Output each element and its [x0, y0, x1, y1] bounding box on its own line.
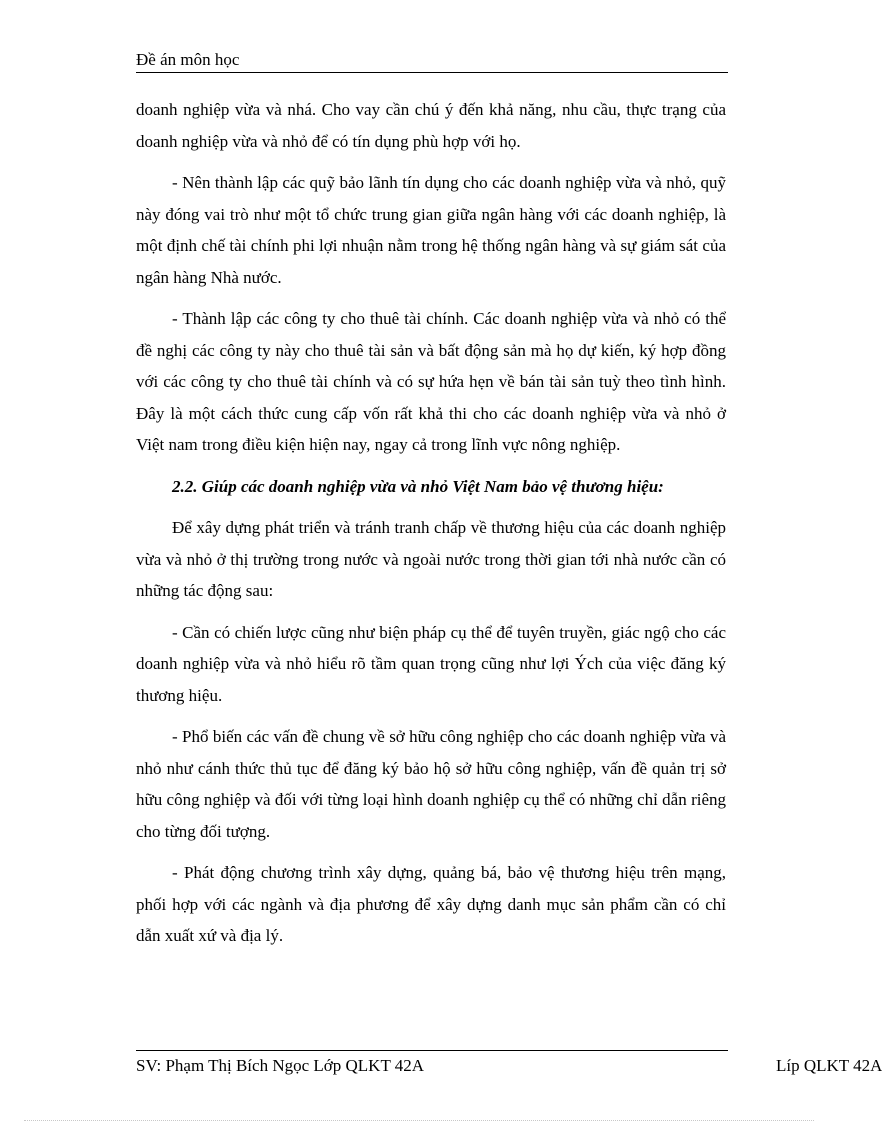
paragraph-awareness-strategy: - Cần có chiến lược cũng như biện pháp cụ thể để tuyên truyền, giác ngộ cho các doanh nghiệp vừa và nhỏ hiểu rõ tầm quan trọng cũng như lợi Ých của việc đăng ký thương hiệu. [136, 622, 726, 705]
paragraph-online-campaign: - Phát động chương trình xây dựng, quảng bá, bảo vệ thương hiệu trên mạng, phối hợp với các ngành và địa phương để xây dựng danh mục sản phẩm cần có chỉ dẫn xuất xứ và địa lý. [136, 863, 726, 945]
footer-divider [136, 1050, 728, 1051]
section-heading-brand-protection: 2.2. Giúp các doanh nghiệp vừa và nhỏ Việt Nam bảo vệ thương hiệu: [172, 476, 664, 496]
page-bottom-dotted-divider [24, 1120, 814, 1121]
page-header: Đề án môn học [136, 50, 728, 73]
paragraph-brand-intro: Để xây dựng phát triển và tránh tranh chấp về thương hiệu của các doanh nghiệp vừa và nhỏ ở thị trường trong nước và ngoài nước trong thời gian tới nhà nước cần có những tác động sau: [136, 518, 726, 600]
paragraph-credit-continuation: doanh nghiệp vừa và nhá. Cho vay cần chú ý đến khả năng, nhu cầu, thực trạng của doanh nghiệp vừa và nhỏ để có tín dụng phù hợp với họ. [136, 100, 726, 151]
paragraph-industrial-property: - Phổ biến các vấn đề chung về sở hữu công nghiệp cho các doanh nghiệp vừa và nhỏ như cánh thức thủ tục để đăng ký bảo hộ sở hữu công nghiệp, vấn đề quản trị sở hữu công nghiệp và đối với từng loại hình doanh nghiệp cụ thể có những chỉ dẫn riêng cho từng đối tượng. [136, 727, 726, 841]
paragraph-guarantee-fund: - Nên thành lập các quỹ bảo lãnh tín dụng cho các doanh nghiệp vừa và nhỏ, quỹ này đóng vai trò như một tổ chức trung gian giữa ngân hàng với các doanh nghiệp, là một định chế tài chính phi lợi nhuận nằm trong hệ thống ngân hàng và sự giám sát của ngân hàng Nhà nước. [136, 173, 726, 287]
document-body [136, 94, 726, 962]
paragraph-leasing-companies: - Thành lập các công ty cho thuê tài chính. Các doanh nghiệp vừa và nhỏ có thể đề nghị các công ty này cho thuê tài sản và bất động sản mà họ dự kiến, ký hợp đồng với các công ty cho thuê tài chính và có sự hứa hẹn về bán tài sản tuỳ theo tình hình. Đây là một cách thức cung cấp vốn rất khả thi cho các doanh nghiệp vừa và nhỏ ở Việt nam trong điều kiện hiện nay, ngay cả trong lĩnh vực nông nghiệp. [136, 309, 726, 454]
footer-class-label: Líp QLKT 42A [776, 1056, 882, 1075]
footer-student-info: SV: Phạm Thị Bích Ngọc Lớp QLKT 42A [136, 1056, 425, 1075]
